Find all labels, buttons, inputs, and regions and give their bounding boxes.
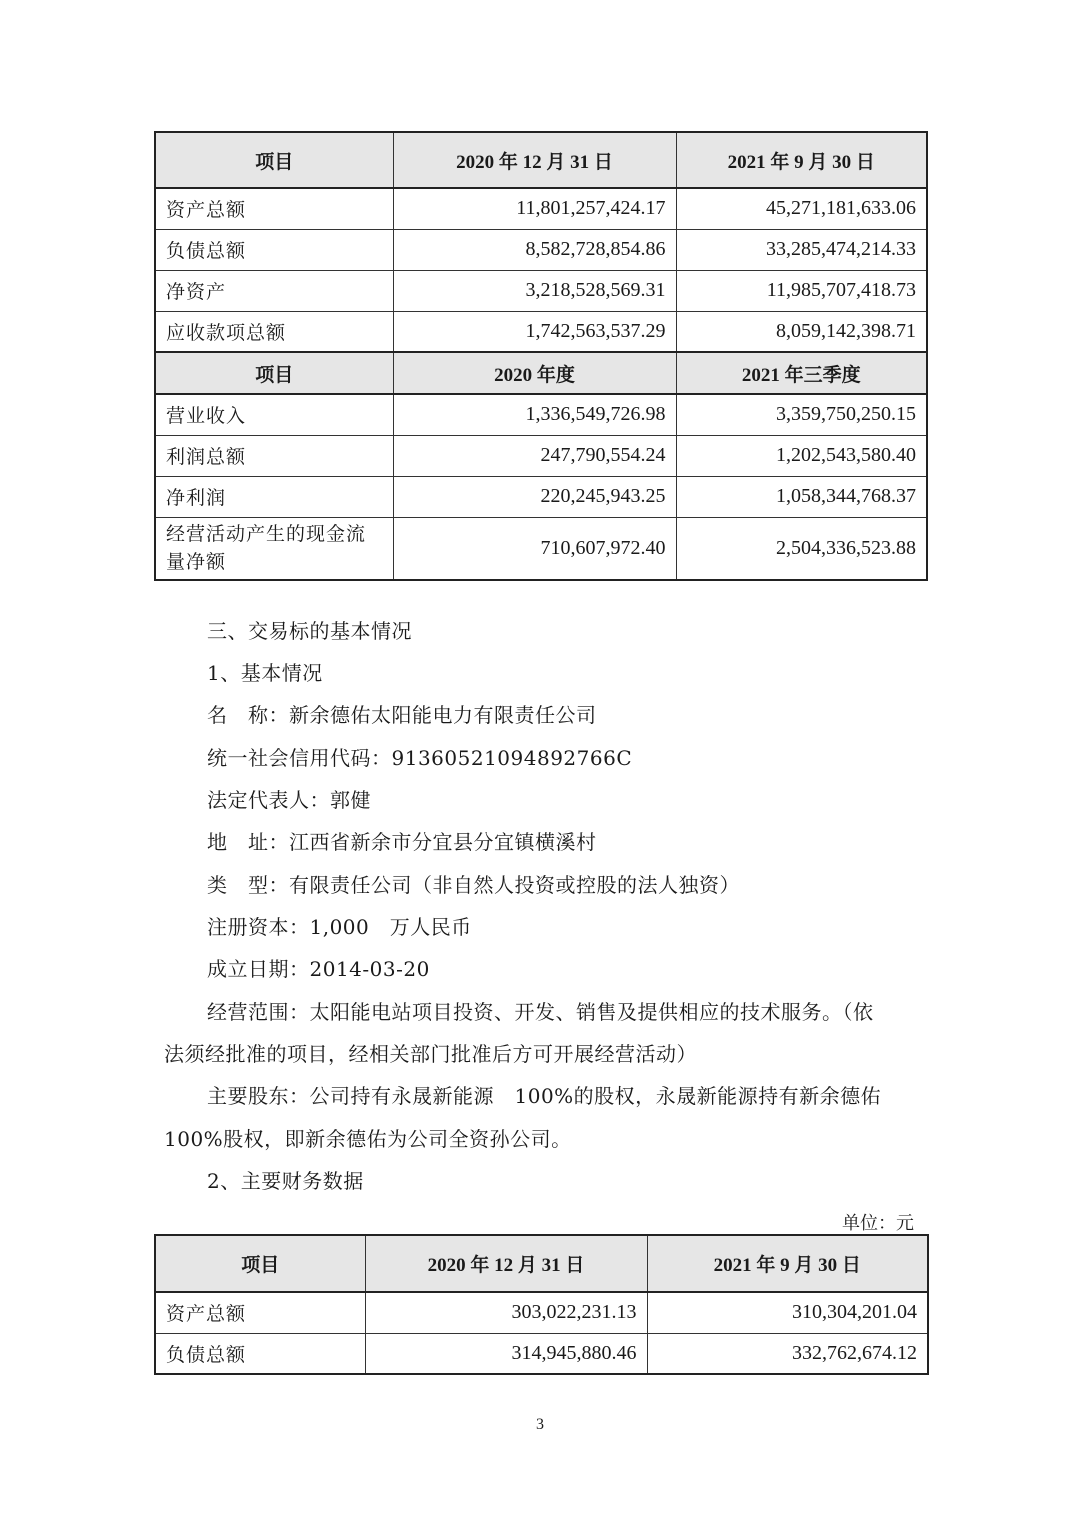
value-cell: 310,304,201.04: [647, 1292, 928, 1333]
value-cell: 1,742,563,537.29: [393, 311, 676, 352]
financial-table-subsidiary: [154, 1234, 929, 1375]
company-name: 名 称：新余德佑太阳能电力有限责任公司: [207, 703, 597, 727]
table-header-row: [155, 132, 927, 188]
header-cell: 项目: [155, 132, 393, 188]
value-cell: 314,945,880.46: [365, 1333, 647, 1374]
legal-representative: 法定代表人：郭健: [207, 788, 371, 812]
row-label: 应收款项总额: [155, 311, 393, 352]
value-cell: 3,218,528,569.31: [393, 270, 676, 311]
value-cell: 220,245,943.25: [393, 476, 676, 517]
header-cell: 2020 年 12 月 31 日: [393, 132, 676, 188]
business-scope-line: 法须经批准的项目，经相关部门批准后方可开展经营活动）: [164, 1042, 697, 1066]
table-row: [155, 1292, 928, 1333]
value-cell: 11,801,257,424.17: [393, 188, 676, 229]
row-label: 经营活动产生的现金流量净额: [155, 517, 393, 580]
row-label: 净资产: [155, 270, 393, 311]
value-cell: 1,058,344,768.37: [676, 476, 927, 517]
row-label: 营业收入: [155, 394, 393, 435]
table-row: [155, 1333, 928, 1374]
registered-capital: 注册资本：1,000 万人民币: [207, 915, 472, 939]
row-label: 负债总额: [155, 1333, 365, 1374]
header-cell: 项目: [155, 1235, 365, 1292]
row-label: 负债总额: [155, 229, 393, 270]
table-header-row: [155, 1235, 928, 1292]
value-cell: 1,336,549,726.98: [393, 394, 676, 435]
subsection-heading: 2、主要财务数据: [207, 1169, 364, 1193]
header-cell: 2021 年三季度: [676, 352, 927, 394]
table-row: [155, 229, 927, 270]
table-row: [155, 517, 927, 580]
header-cell: 项目: [155, 352, 393, 394]
section-heading: 三、交易标的基本情况: [207, 619, 412, 643]
value-cell: 3,359,750,250.15: [676, 394, 927, 435]
header-cell: 2021 年 9 月 30 日: [647, 1235, 928, 1292]
business-scope-line: 经营范围：太阳能电站项目投资、开发、销售及提供相应的技术服务。（依: [207, 1000, 874, 1024]
shareholder-line: 100%股权，即新余德佑为公司全资孙公司。: [164, 1127, 572, 1151]
value-cell: 710,607,972.40: [393, 517, 676, 580]
table-row: [155, 435, 927, 476]
row-label: 净利润: [155, 476, 393, 517]
row-label: 资产总额: [155, 188, 393, 229]
credit-code: 统一社会信用代码：91360521094892766C: [207, 746, 633, 770]
page-number: 3: [536, 1416, 544, 1433]
row-label: 利润总额: [155, 435, 393, 476]
table-row: [155, 188, 927, 229]
subsection-heading: 1、基本情况: [207, 661, 323, 685]
value-cell: 8,582,728,854.86: [393, 229, 676, 270]
header-cell: 2021 年 9 月 30 日: [676, 132, 927, 188]
value-cell: 8,059,142,398.71: [676, 311, 927, 352]
value-cell: 45,271,181,633.06: [676, 188, 927, 229]
table-header-row: [155, 352, 927, 394]
value-cell: 1,202,543,580.40: [676, 435, 927, 476]
table-row: [155, 394, 927, 435]
header-cell: 2020 年度: [393, 352, 676, 394]
header-cell: 2020 年 12 月 31 日: [365, 1235, 647, 1292]
value-cell: 303,022,231.13: [365, 1292, 647, 1333]
table-row: [155, 270, 927, 311]
value-cell: 247,790,554.24: [393, 435, 676, 476]
address: 地 址：江西省新余市分宜县分宜镇横溪村: [207, 830, 597, 854]
value-cell: 11,985,707,418.73: [676, 270, 927, 311]
value-cell: 33,285,474,214.33: [676, 229, 927, 270]
unit-label: 单位：元: [842, 1213, 914, 1234]
financial-table-parent: [154, 131, 928, 581]
value-cell: 2,504,336,523.88: [676, 517, 927, 580]
founded-date: 成立日期：2014-03-20: [207, 957, 430, 981]
table-row: [155, 476, 927, 517]
value-cell: 332,762,674.12: [647, 1333, 928, 1374]
shareholder-line: 主要股东：公司持有永晟新能源 100%的股权，永晟新能源持有新余德佑: [207, 1084, 882, 1108]
row-label: 资产总额: [155, 1292, 365, 1333]
table-row: [155, 311, 927, 352]
company-type: 类 型：有限责任公司（非自然人投资或控股的法人独资）: [207, 873, 740, 897]
